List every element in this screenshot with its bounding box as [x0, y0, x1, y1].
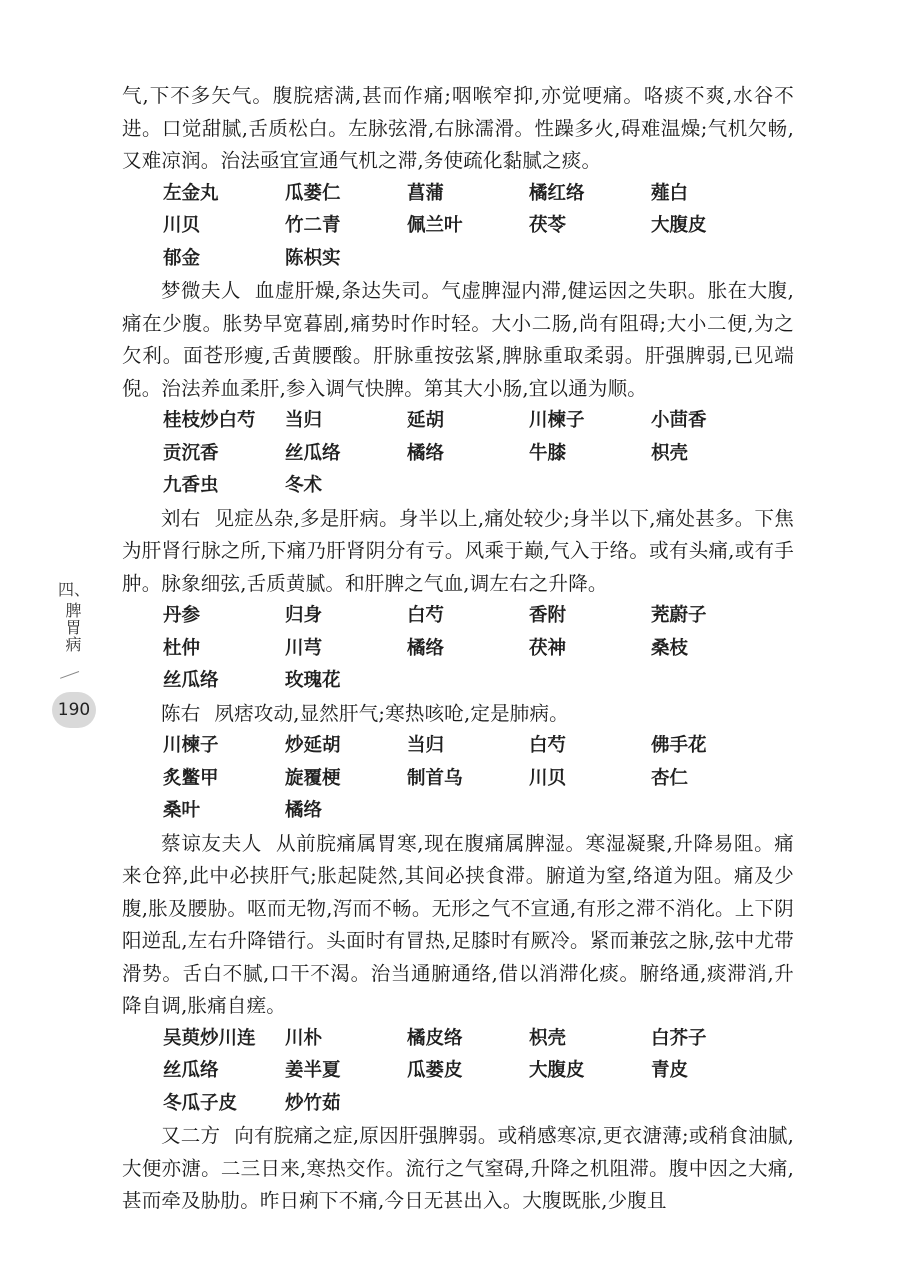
prescription-list: [122, 405, 794, 503]
decorative-divider: [60, 671, 84, 692]
herb-item: 橘皮络: [407, 1027, 463, 1049]
herb-item: 佛手花: [651, 735, 707, 756]
herb-item: 姜半夏: [285, 1060, 341, 1081]
herb-item: 牛膝: [529, 442, 567, 464]
herb-item: 旋覆梗: [285, 767, 341, 789]
case-name: 又二方: [161, 1124, 221, 1147]
herb-item: 橘络: [285, 800, 323, 821]
herb-item: 桂枝炒白芍: [163, 410, 256, 431]
herb-item: 吴萸炒川连: [163, 1027, 256, 1049]
herb-item: 炒延胡: [285, 735, 341, 756]
prescription-list: [122, 178, 794, 276]
herb-item: 杏仁: [651, 767, 689, 789]
herb-item: 青皮: [651, 1060, 689, 1081]
paragraph-text: 从前脘痛属胃寒,现在腹痛属脾湿。寒湿凝聚,升降易阻。痛来仓猝,此中必挟肝气;胀起陡然,其间必挟食滞。腑道为窒,络道为阻。痛及少腹,胀及腰胁。呕而无物,泻而不畅。无形之气不宣通,有形之滞不消化。上下阴阳逆乱,左右升降错行。头面时有冒热,足膝时有厥冷。紧而兼弦之脉,弦中尤带滑势。舌白不腻,口干不渴。治当通腑通络,借以消滞化痰。腑络通,痰滞消,升降自调,胀痛自瘥。: [122, 831, 794, 1017]
herb-item: 橘络: [407, 637, 445, 659]
herb-item: 当归: [285, 410, 323, 431]
herb-item: 白芍: [529, 735, 567, 756]
herb-item: 杜仲: [163, 637, 201, 659]
herb-item: 大腹皮: [529, 1060, 585, 1081]
case-paragraph: [122, 503, 794, 601]
prescription-list: [122, 600, 794, 698]
herb-item: 丹参: [163, 605, 201, 626]
herb-item: 川朴: [285, 1027, 323, 1049]
case-name: 蔡谅友夫人: [161, 831, 262, 855]
herb-item: 制首乌: [407, 767, 463, 789]
herb-item: 当归: [407, 735, 445, 756]
herb-item: 桑叶: [163, 800, 201, 821]
herb-item: 竹二青: [285, 215, 341, 236]
herb-item: 橘红络: [529, 182, 585, 204]
herb-item: 大腹皮: [651, 215, 707, 236]
paragraph-text: 血虚肝燥,条达失司。气虚脾湿内滞,健运因之失职。胀在大腹,痛在少腹。胀势早宽暮剧,痛势时作时轻。大小二肠,尚有阻碍;大小二便,为之欠利。面苍形瘦,舌黄腰酸。肝脉重按弦紧,脾脉重取柔弱。肝强脾弱,已见端倪。治法养血柔肝,参入调气快脾。第其大小肠,宜以通为顺。: [122, 279, 794, 400]
page-number-badge: 190: [52, 692, 96, 728]
herb-item: 川楝子: [529, 410, 585, 431]
herb-item: 丝瓜络: [163, 670, 219, 691]
herb-item: 陈枳实: [285, 247, 341, 269]
herb-item: 茯苓: [529, 215, 567, 236]
prescription-list: [122, 730, 794, 828]
paragraph-text: 见症丛杂,多是肝病。身半以上,痛处较少;身半以下,痛处甚多。下焦为肝肾行脉之所,下痛乃肝肾阴分有亏。风乘于巅,气入于络。或有头痛,或有手肿。脉象细弦,舌质黄腻。和肝脾之气血,调左右之升降。: [122, 506, 794, 595]
case-paragraph: [122, 275, 794, 405]
paragraph-text: 气,下不多矢气。腹脘痞满,甚而作痛;咽喉窄抑,亦觉哽痛。咯痰不爽,水谷不进。口觉甜腻,舌质松白。左脉弦滑,右脉濡滑。性躁多火,碍难温燥;气机欠畅,又难凉润。治法亟宜宣通气机之滞,务使疏化黏腻之痰。: [122, 84, 794, 172]
herb-item: 贡沉香: [163, 442, 219, 464]
herb-item: 瓜蒌皮: [407, 1060, 463, 1081]
paragraph-text: 向有脘痛之症,原因肝强脾弱。或稍感寒凉,更衣溏薄;或稍食油腻,大便亦溏。二三日来,寒热交作。流行之气窒碍,升降之机阻滞。腹中因之大痛,甚而牵及胁肋。昨日痢下不痛,今日无甚出入。大腹既胀,少腹且: [122, 1124, 794, 1212]
chapter-title: 脾胃病: [63, 602, 82, 653]
herb-item: 冬瓜子皮: [163, 1092, 238, 1114]
herb-item: 小茴香: [651, 410, 707, 431]
herb-item: 茺蔚子: [651, 605, 707, 626]
herb-item: 川芎: [285, 637, 323, 659]
case-paragraph: [122, 698, 794, 731]
herb-item: 橘络: [407, 442, 445, 464]
herb-item: 枳壳: [651, 442, 689, 464]
herb-item: 香附: [529, 605, 567, 626]
body-text: [122, 80, 794, 1218]
paragraph-text: 夙痞攻动,显然肝气;寒热咳呛,定是肺病。: [214, 701, 569, 725]
herb-item: 瓜蒌仁: [285, 182, 341, 204]
case-name: 梦微夫人: [161, 279, 241, 302]
herb-item: 菖蒲: [407, 182, 445, 204]
herb-item: 炒竹茹: [285, 1092, 341, 1114]
case-paragraph: [122, 828, 794, 1023]
herb-item: 桑枝: [651, 637, 689, 659]
prescription-list: [122, 1023, 794, 1121]
herb-item: 川楝子: [163, 735, 219, 756]
herb-item: 郁金: [163, 247, 201, 269]
herb-item: 白芍: [407, 605, 445, 626]
herb-item: 薤白: [651, 182, 689, 204]
herb-item: 丝瓜络: [163, 1060, 219, 1081]
case-name: 刘右: [161, 506, 201, 530]
herb-item: 白芥子: [651, 1027, 707, 1049]
herb-item: 炙鳖甲: [163, 767, 219, 789]
chapter-side-label: [58, 580, 91, 653]
chapter-number: 四、: [58, 580, 91, 599]
herb-item: 丝瓜络: [285, 442, 341, 464]
herb-item: 川贝: [163, 215, 201, 236]
text-paragraph: [122, 80, 794, 178]
herb-item: 左金丸: [163, 182, 219, 204]
herb-item: 玫瑰花: [285, 670, 341, 691]
herb-item: 九香虫: [163, 475, 219, 496]
herb-item: 延胡: [407, 410, 445, 431]
herb-item: 归身: [285, 605, 323, 626]
herb-item: 佩兰叶: [407, 215, 463, 236]
herb-item: 川贝: [529, 767, 567, 789]
case-name: 陈右: [161, 701, 201, 725]
herb-item: 茯神: [529, 637, 567, 659]
case-paragraph: [122, 1120, 794, 1218]
herb-item: 枳壳: [529, 1027, 567, 1049]
herb-item: 冬术: [285, 475, 323, 496]
